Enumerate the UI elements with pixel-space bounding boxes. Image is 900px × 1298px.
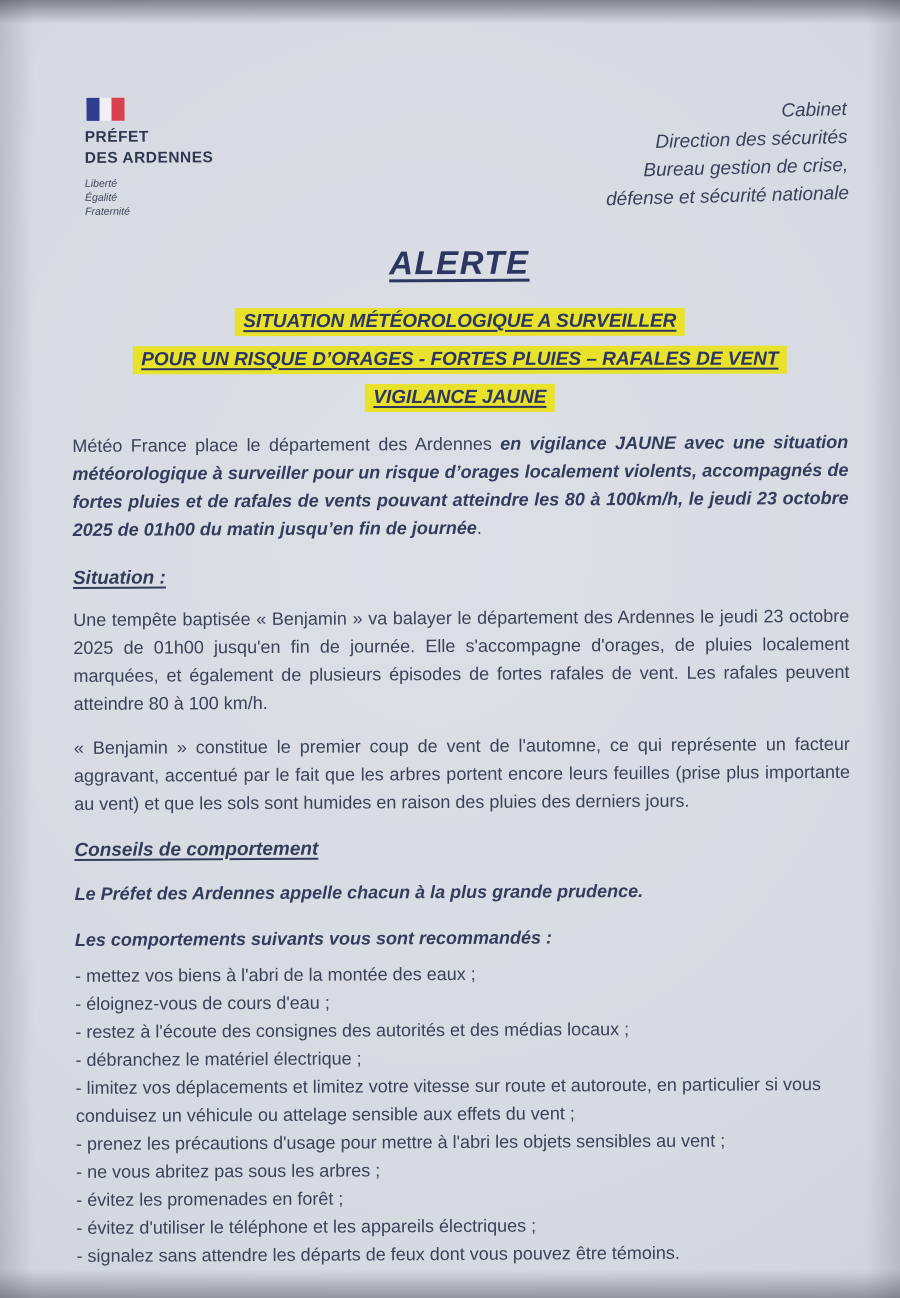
flag-stripe-red bbox=[112, 98, 125, 121]
office-line-bureau: Bureau gestion de crise, bbox=[643, 154, 849, 182]
list-item: - éloignez-vous de cours d'eau ; bbox=[75, 992, 330, 1014]
office-line-defense: défense et sécurité nationale bbox=[605, 182, 850, 211]
list-item: - mettez vos biens à l'abri de la montée des eaux ; bbox=[75, 963, 476, 986]
prefecture-name-line1: PRÉFET bbox=[84, 128, 149, 146]
page-title-wrap bbox=[71, 241, 847, 292]
office-line-cabinet: Cabinet bbox=[781, 98, 848, 122]
list-item: - débranchez le matériel électrique ; bbox=[75, 1048, 362, 1070]
motto-egalite: Égalité bbox=[84, 191, 118, 204]
office-line-direction: Direction des sécurités bbox=[655, 126, 848, 153]
prefecture-name bbox=[85, 126, 214, 169]
alert-subtitles bbox=[72, 306, 848, 415]
french-flag-icon bbox=[86, 98, 124, 121]
highlight-line-2: POUR UN RISQUE D’ORAGES - FORTES PLUIES – RAFALES DE VENT bbox=[133, 346, 786, 375]
page-title: ALERTE bbox=[389, 243, 530, 282]
flag-stripe-blue bbox=[86, 98, 99, 121]
highlight-line bbox=[72, 344, 848, 377]
highlight-line bbox=[72, 382, 848, 415]
recommendations-intro: Les comportements suivants vous sont recommandés : bbox=[74, 927, 553, 950]
intro-emphasis: en vigilance JAUNE avec une situation météorologique à surveiller pour un risque d’orages localement violents, accompagnés de fortes pluies et de rafales de vents pouvant atteindre les 80 à 100km/h, le jeudi 23 octobre 2025 de 01h00 du matin jusqu’en fin de journée bbox=[72, 431, 849, 540]
highlight-line-1: SITUATION MÉTÉOROLOGIQUE A SURVEILLER bbox=[235, 308, 684, 336]
intro-paragraph bbox=[72, 428, 849, 544]
office-block bbox=[604, 96, 850, 214]
list-item: - évitez d'utiliser le téléphone et les appareils électriques ; bbox=[76, 1215, 537, 1238]
prefecture-logo bbox=[84, 97, 213, 219]
situation-paragraph-2: « Benjamin » constitue le premier coup de vent de l'automne, ce qui représente un facteur aggravant, accentué par le fait que les arbres portent encore leurs feuilles (prise plus importante au vent) et que les sols sont humides en raison des pluies des derniers jours. bbox=[73, 733, 851, 814]
list-item: - limitez vos déplacements et limitez votre vitesse sur route et autoroute, en particulier si vous conduisez un véhicule ou attelage sensible aux effets du vent ; bbox=[75, 1074, 822, 1126]
flag-stripe-white bbox=[99, 98, 112, 121]
section-heading-conseils: Conseils de comportement bbox=[74, 838, 319, 861]
list-item: - évitez les promenades en forêt ; bbox=[76, 1188, 344, 1210]
intro-period: . bbox=[476, 517, 482, 538]
intro-lead: Météo France place le département des Ardennes bbox=[72, 433, 501, 456]
list-item: - restez à l'écoute des consignes des autorités et des médias locaux ; bbox=[75, 1019, 630, 1042]
situation-paragraph-1: Une tempête baptisée « Benjamin » va balayer le département des Ardennes le jeudi 23 octobre 2025 de 01h00 jusqu'en fin de journée. Elle s'accompagne d'orages, de pluies localement marquées, et également de plusieurs épisodes de fortes rafales de vent. Les rafales peuvent atteindre 80 à 100 km/h. bbox=[73, 605, 850, 714]
list-item: - signalez sans attendre les départs de feux dont vous pouvez être témoins. bbox=[76, 1242, 680, 1266]
list-item: - prenez les précautions d'usage pour mettre à l'abri les objets sensibles au vent ; bbox=[75, 1130, 726, 1154]
document-header bbox=[70, 94, 850, 219]
highlight-line bbox=[72, 306, 848, 339]
highlight-line-3: VIGILANCE JAUNE bbox=[365, 384, 554, 412]
prefecture-name-line2: DES ARDENNES bbox=[84, 149, 214, 167]
list-item: - ne vous abritez pas sous les arbres ; bbox=[76, 1160, 381, 1182]
section-heading-situation: Situation : bbox=[72, 567, 166, 589]
recommendations-list bbox=[75, 958, 853, 1270]
prefecture-motto bbox=[85, 176, 214, 219]
prudence-statement: Le Préfet des Ardennes appelle chacun à la plus grande prudence. bbox=[74, 880, 644, 904]
motto-liberte: Liberté bbox=[84, 177, 118, 190]
motto-fraternite: Fraternité bbox=[85, 205, 131, 218]
